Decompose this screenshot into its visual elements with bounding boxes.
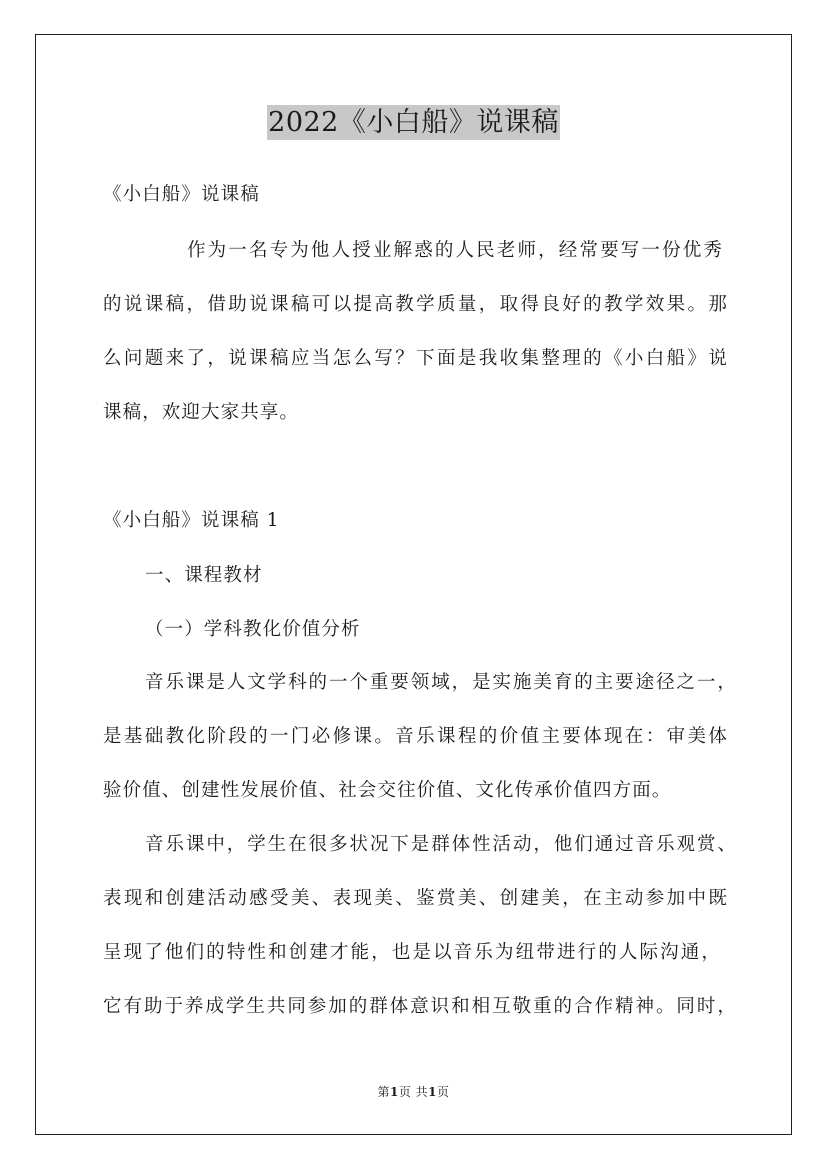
intro-line-3: 么问题来了，说课稿应当怎么写？下面是我收集整理的《小白船》说 (103, 348, 728, 369)
intro-line-4: 课稿，欢迎大家共享。 (103, 402, 300, 423)
heading-curriculum: 一、课程教材 (145, 565, 263, 586)
para1-line-3: 验价值、创建性发展价值、社会交往价值、文化传承价值四方面。 (103, 780, 672, 801)
page-number-footer (0, 1083, 827, 1100)
section-heading: 《小白船》说课稿 1 (103, 510, 280, 531)
para2-line-1: 音乐课中，学生在很多状况下是群体性活动，他们通过音乐观赏、 (145, 834, 737, 855)
footer-mid: 页 共 (398, 1085, 429, 1099)
footer-suffix: 页 (437, 1085, 450, 1099)
footer-prefix: 第 (377, 1085, 390, 1099)
document-title (0, 100, 827, 139)
para1-line-1: 音乐课是人文学科的一个重要领域，是实施美育的主要途径之一， (145, 672, 737, 693)
document-title-text: 2022《小白船》说课稿 (268, 107, 559, 138)
intro-line-2: 的说课稿，借助说课稿可以提高教学质量，取得良好的教学效果。那 (103, 294, 728, 315)
para1-line-2: 是基础教化阶段的一门必修课。音乐课程的价值主要体现在：审美体 (103, 726, 728, 747)
para2-line-4: 它有助于养成学生共同参加的群体意识和相互敬重的合作精神。同时， (103, 996, 737, 1017)
current-page-number: 1 (389, 1085, 399, 1099)
para2-line-2: 表现和创建活动感受美、表现美、鉴赏美、创建美，在主动参加中既 (103, 888, 728, 909)
para2-line-3: 呈现了他们的特性和创建才能，也是以音乐为纽带进行的人际沟通， (103, 942, 721, 963)
document-subtitle: 《小白船》说课稿 (103, 184, 260, 205)
total-page-number: 1 (428, 1085, 438, 1099)
heading-value-analysis: （一）学科教化价值分析 (145, 619, 361, 640)
intro-line-1: 作为一名专为他人授业解惑的人民老师，经常要写一份优秀 (187, 240, 723, 261)
